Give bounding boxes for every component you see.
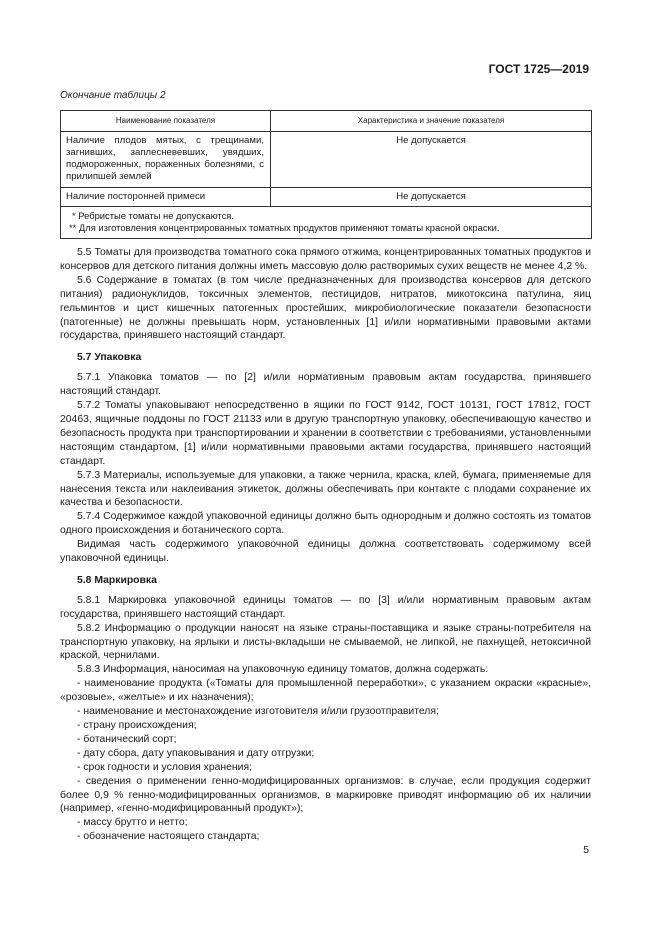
paragraph-5-7-1: 5.7.1 Упаковка томатов — по [2] и/или нормативным правовым актам государства, принявшего настоящий стандарт. [60,372,591,398]
table-note: * Ребристые томаты не допускаются. [72,210,234,221]
list-item: - страну происхождения; [77,720,197,731]
list-item: - наименование и местонахождение изготовителя и/или грузоотправителя; [77,706,439,718]
table-caption: Окончание таблицы 2 [60,90,166,101]
table-notes [61,207,592,239]
table-row [61,132,592,188]
paragraph-5-7-2: 5.7.2 Томаты упаковывают непосредственно в ящики по ГОСТ 9142, ГОСТ 10131, ГОСТ 17812, ГОСТ 20463, ящичные поддоны по ГОСТ 21133 или в другую транспортную упаковку, обеспечивающую качество и безопасность продукта при транспортировании и хранении в соответствии с требованиями, установленными настоящим стандартом, [1] и/или нормативными правовыми актами государства, принявшего настоящий стандарт. [60,400,591,467]
paragraph-5-5: 5.5 Томаты для производства томатного сока прямого отжима, концентрированных томатных продуктов и консервов для детского питания должны иметь массовую долю растворимых сухих веществ не менее 4,2 %. [60,247,591,272]
column-header: Характеристика и значение показателя [271,111,592,132]
indicator-name: Наличие плодов мятых, с трещинами, загнивших, заплесневевших, увядших, подмороженных, пораженных болезнями, с прилипшей землей [61,132,271,188]
indicator-value: Не допускается [271,188,592,207]
table-row [61,188,592,207]
indicator-value: Не допускается [271,132,592,188]
paragraph-5-8-1: 5.8.1 Маркировка упаковочной единицы томатов — по [3] и/или нормативным правовым актам государства, принявшего настоящий стандарт. [60,594,591,620]
list-item: - массу брутто и нетто; [77,817,188,829]
document-body [60,246,591,844]
paragraph-5-7-3: 5.7.3 Материалы, используемые для упаковки, а также чернила, краска, клей, бумага, применяемые для нанесения текста или наклеивания этикеток, должны обеспечивать при контакте с плодами сохранение их качества и безопасности. [60,469,591,509]
indicators-table [60,110,592,239]
section-heading-packaging: 5.7 Упаковка [77,352,142,364]
list-item: - наименование продукта («Томаты для промышленной переработки», с указанием окраски «красные», «розовые», «желтые» и их назначения); [60,678,591,704]
list-item: - ботанический сорт; [77,733,177,745]
paragraph-5-7-4: 5.7.4 Содержимое каждой упаковочной единицы должно быть однородным и должно состоять из томатов одного происхождения и ботанического сорта. [60,511,591,537]
column-header: Наименование показателя [61,111,271,132]
section-heading-marking: 5.8 Маркировка [77,574,157,586]
list-item: - обозначение настоящего стандарта; [77,831,260,843]
table-note: ** Для изготовления концентрированных томатных продуктов применяют томаты красной окраски. [69,222,500,233]
paragraph-5-6: 5.6 Содержание в томатах (в том числе предназначенных для производства консервов для детского питания) радионуклидов, токсичных элементов, пестицидов, нитратов, микотоксина патулина, яиц гельминтов и цист кишечных патогенных простейших, микробиологические показатели безопасности (патогенные) не должны превышать норм, установленных [1] и/или нормативными правовыми актами государства, принявшего настоящий стандарт. [60,274,591,342]
paragraph-5-8-2: 5.8.2 Информацию о продукции наносят на языке страны-поставщика и языке страны-потребителя на транспортную упаковку, на ярлыки и листы-вкладыши не смываемой, не липкой, не пахнущей, нетоксичной краской, чернилами. [60,622,591,662]
indicator-name: Наличие посторонней примеси [61,188,271,207]
list-item: - дату сбора, дату упаковывания и дату отгрузки; [77,747,315,759]
list-item: - срок годности и условия хранения; [77,761,252,773]
table-header-row [61,111,592,132]
page-number: 5 [583,845,589,856]
standard-designation: ГОСТ 1725—2019 [488,62,589,76]
paragraph-5-7-4-continued: Видимая часть содержимого упаковочной единицы должна соответствовать содержимому всей упаковочной единицы. [60,539,591,565]
paragraph-5-8-3: 5.8.3 Информация, наносимая на упаковочную единицу томатов, должна содержать: [77,664,489,676]
table-notes-row [61,207,592,239]
list-item: - сведения о применении генно-модифицированных организмов: в случае, если продукция содержит более 0,9 % генно-модифицированных организмов, в маркировке приводят информацию об их наличии (например, «генно-модифицированный продукт»); [60,775,591,815]
